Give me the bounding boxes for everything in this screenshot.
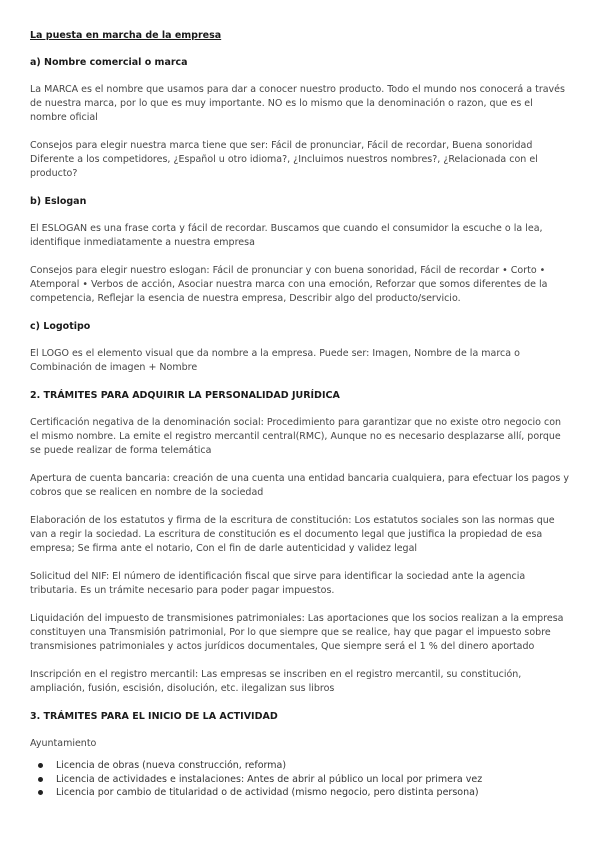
section-b-heading: b) Eslogan (30, 196, 87, 207)
section-2-paragraph-1: Certificación negativa de la denominación social: Procedimiento para garantizar que no existe otro negocio con el mismo nombre. La emite el registro mercantil central(RMC), Aunque no es necesario desplazarse allí, porque se puede realizar de forma telemática (30, 417, 562, 456)
list-item (38, 759, 570, 773)
section-2-paragraph-5: Liquidación del impuesto de transmisiones patrimoniales: Las aportaciones que los socios realizan a la empresa constituyen una Transmisión patrimonial, Por lo que siempre que se realice, hay que pagar el impuesto sobre transmisiones patrimoniales y actos jurídicos documentales, Que siempre será el 1 % del dinero aportado (30, 613, 564, 652)
list-item (38, 773, 570, 787)
section-3-heading: 3. TRÁMITES PARA EL INICIO DE LA ACTIVIDAD (30, 711, 278, 722)
section-a-paragraph-1: La MARCA es el nombre que usamos para dar a conocer nuestro producto. Todo el mundo nos conocerá a través de nuestra marca, por lo que es muy importante. NO es lo mismo que la denominación o razon, que es el nombre oficial (30, 84, 565, 123)
bullet-icon (38, 777, 43, 782)
list-item-text: Licencia de actividades e instalaciones: Antes de abrir al público un local por primera vez (56, 773, 483, 785)
section-c-heading: c) Logotipo (30, 321, 91, 332)
section-2-paragraph-6: Inscripción en el registro mercantil: Las empresas se inscriben en el registro mercantil, su constitución, ampliación, fusión, escisión, disolución, etc. ilegalizan sus libros (30, 669, 522, 694)
bullet-icon (38, 790, 43, 795)
bullet-icon (38, 763, 43, 768)
section-2-paragraph-3: Elaboración de los estatutos y firma de la escritura de constitución: Los estatutos sociales son las normas que van a regir la sociedad. La escritura de constitución es el documento legal que justifica la propiedad de esa empresa; Se firma ante el notario, Con el fin de darle autenticidad y validez legal (30, 515, 555, 554)
section-c-paragraph-1: El LOGO es el elemento visual que da nombre a la empresa. Puede ser: Imagen, Nombre de la marca o Combinación de imagen + Nombre (30, 348, 520, 373)
section-2-heading: 2. TRÁMITES PARA ADQUIRIR LA PERSONALIDAD JURÍDICA (30, 390, 340, 401)
section-a-heading: a) Nombre comercial o marca (30, 57, 188, 68)
document-title: La puesta en marcha de la empresa (30, 30, 222, 41)
list-item-text: Licencia de obras (nueva construcción, reforma) (56, 760, 287, 771)
list-item (38, 786, 570, 800)
section-3-paragraph-1: Ayuntamiento (30, 738, 97, 749)
license-list (30, 759, 570, 800)
section-a-paragraph-2: Consejos para elegir nuestra marca tiene que ser: Fácil de pronunciar, Fácil de recordar, Buena sonoridad Diferente a los competidores, ¿Español u otro idioma?, ¿Incluimos nuestros nombres?, ¿Relacionada con el producto? (30, 140, 538, 179)
list-item-text: Licencia por cambio de titularidad o de actividad (mismo negocio, pero distinta persona) (56, 787, 479, 798)
section-b-paragraph-2: Consejos para elegir nuestro eslogan: Fácil de pronunciar y con buena sonoridad, Fácil de recordar • Corto • Atemporal • Verbos de acción, Asociar nuestra marca con una emoción, Reforzar que somos diferentes de la competencia, Reflejar la esencia de nuestra empresa, Describir algo del producto/servicio. (30, 265, 548, 304)
section-b-paragraph-1: El ESLOGAN es una frase corta y fácil de recordar. Buscamos que cuando el consumidor la escuche o la lea, identifique inmediatamente a nuestra empresa (30, 223, 543, 248)
section-2-paragraph-4: Solicitud del NIF: El número de identificación fiscal que sirve para identificar la sociedad ante la agencia tributaria. Es un trámite necesario para poder pagar impuestos. (30, 571, 526, 596)
section-2-paragraph-2: Apertura de cuenta bancaria: creación de una cuenta una entidad bancaria cualquiera, para efectuar los pagos y cobros que se realicen en nombre de la sociedad (30, 473, 569, 498)
